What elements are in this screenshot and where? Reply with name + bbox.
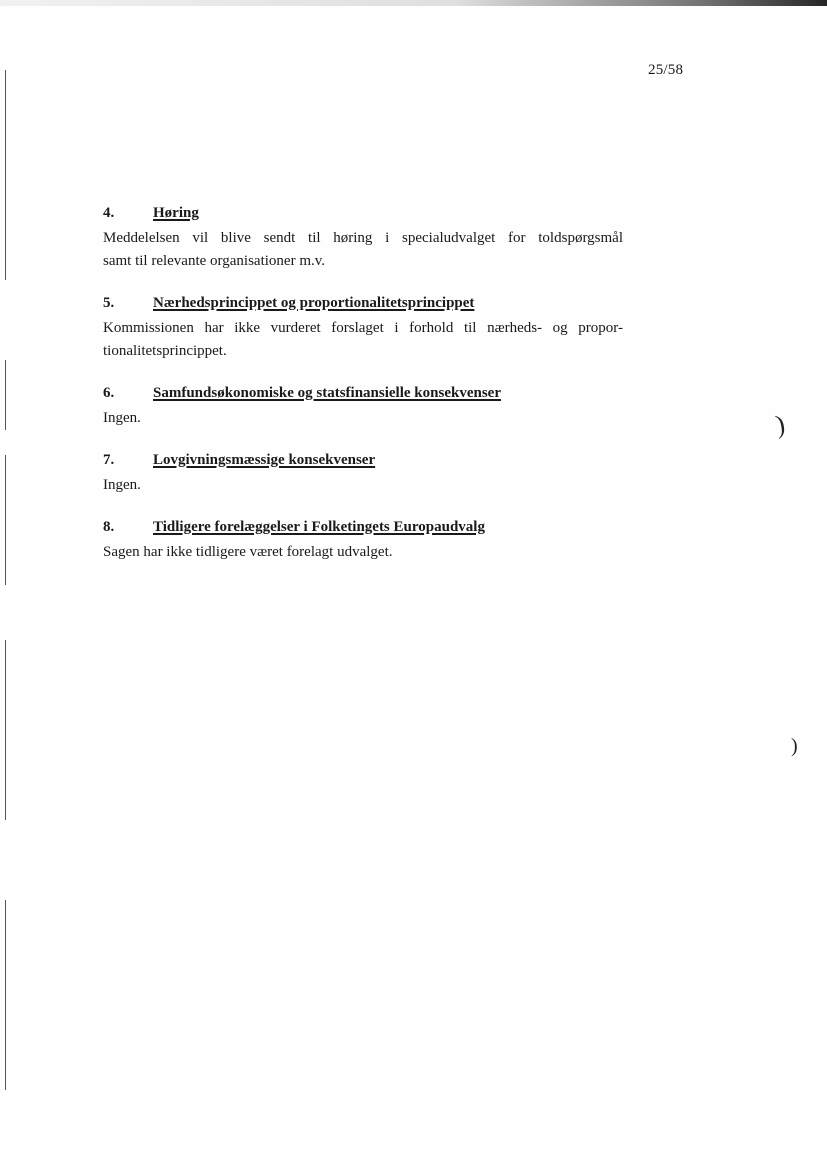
scan-top-edge	[0, 0, 827, 6]
section-number: 6.	[103, 385, 115, 401]
margin-mark: )	[773, 409, 788, 440]
section-text-line: Meddelelsen vil blive sendt til høring i specialudvalget for toldspørgsmål	[103, 230, 623, 246]
section-title: Samfundsøkonomiske og statsfinansielle konsekvenser	[153, 385, 501, 401]
scan-left-line	[5, 900, 6, 1090]
section-heading	[103, 295, 623, 317]
section-text-line: Ingen.	[103, 477, 141, 493]
section-heading	[103, 519, 623, 541]
section-text-line: Sagen har ikke tidligere været forelagt udvalget.	[103, 544, 393, 560]
section-hoering	[103, 205, 623, 273]
scan-left-line	[5, 640, 6, 820]
section-title: Høring	[153, 205, 199, 221]
section-text-line: Ingen.	[103, 410, 141, 426]
section-text-line: Kommissionen har ikke vurderet forslaget i forhold til nærheds- og propor-	[103, 320, 623, 336]
section-heading	[103, 205, 623, 227]
section-title: Tidligere forelæggelser i Folketingets Europaudvalg	[153, 519, 485, 535]
document-body	[103, 205, 623, 586]
section-title: Nærhedsprincippet og proportionalitetsprincippet	[153, 295, 475, 311]
scan-left-line	[5, 360, 6, 430]
scan-left-line	[5, 70, 6, 280]
section-samfundsoekonomiske	[103, 385, 623, 430]
section-lovgivningsmaessige	[103, 452, 623, 497]
scan-left-line	[5, 455, 6, 585]
section-number: 5.	[103, 295, 115, 311]
page-number: 25/58	[648, 62, 684, 78]
margin-mark: )	[791, 735, 798, 757]
section-text-line: tionalitetsprincippet.	[103, 343, 227, 359]
section-text-line: samt til relevante organisationer m.v.	[103, 253, 326, 269]
section-number: 8.	[103, 519, 115, 535]
section-heading	[103, 385, 623, 407]
section-title: Lovgivningsmæssige konsekvenser	[153, 452, 376, 468]
section-number: 4.	[103, 205, 115, 221]
section-naerhedsprincippet	[103, 295, 623, 363]
section-tidligere-forelaeggelser	[103, 519, 623, 564]
section-number: 7.	[103, 452, 115, 468]
section-heading	[103, 452, 623, 474]
